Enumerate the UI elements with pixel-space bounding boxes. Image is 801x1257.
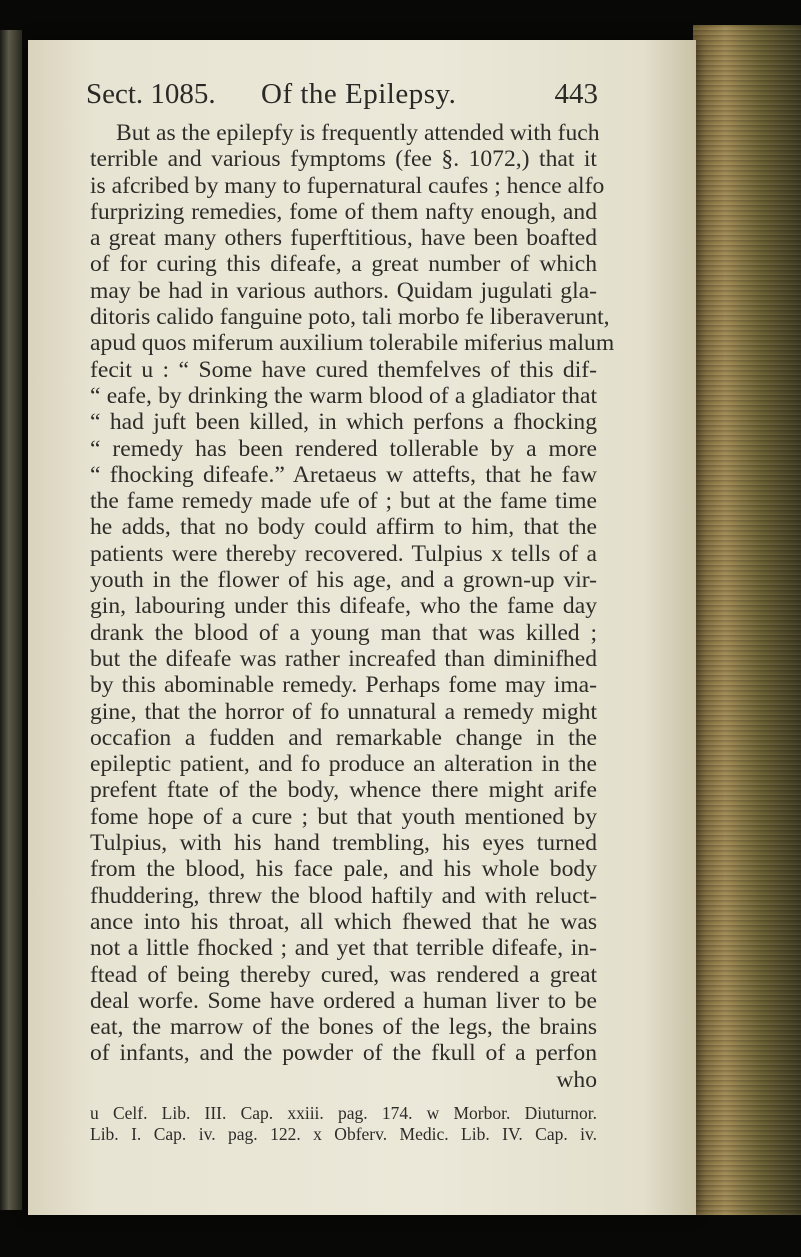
text-line: who (556, 1066, 597, 1093)
text-line: gine, that the horror of fo unnatural a remedy might (90, 698, 597, 725)
text-line: terrible and various fymptoms (fee §. 1072,) that it (90, 146, 597, 173)
text-line: but the difeafe was rather increafed than diminifhed (90, 645, 597, 672)
text-line: “ remedy has been rendered tollerable by a more (90, 435, 597, 462)
text-line: is afcribed by many to fupernatural caufes ; hence alfo (90, 172, 605, 199)
text-line: apud quos miferum auxilium tolerabile miferius malum (90, 330, 615, 357)
book-page-edges (693, 25, 801, 1215)
body-text (90, 120, 615, 1093)
page-number: 443 (554, 78, 598, 110)
text-line: ance into his throat, all which fhewed that he was (90, 908, 597, 935)
text-line: eat, the marrow of the bones of the legs, the brains (90, 1014, 597, 1041)
text-line: of for curing this difeafe, a great number of which (90, 251, 597, 278)
chapter-title: Of the Epilepsy. (261, 78, 457, 110)
text-line: fhuddering, threw the blood haftily and with reluct- (90, 882, 597, 909)
text-line: he adds, that no body could affirm to him, that the (90, 514, 597, 541)
text-line: epileptic patient, and fo produce an alteration in the (90, 751, 597, 778)
section-number: Sect. 1085. (86, 78, 216, 110)
text-line: furprizing remedies, fome of them nafty enough, and (90, 198, 597, 225)
text-line: fome hope of a cure ; but that youth mentioned by (90, 803, 597, 830)
footnote-line: Lib. I. Cap. iv. pag. 122. x Obferv. Medic. Lib. IV. Cap. iv. (90, 1124, 597, 1144)
text-line: gin, labouring under this difeafe, who the fame day (90, 593, 597, 620)
text-line: patients were thereby recovered. Tulpius x tells of a (90, 540, 597, 567)
text-line: Tulpius, with his hand trembling, his eyes turned (90, 830, 597, 857)
text-line: ditoris calido fanguine poto, tali morbo fe liberaverunt, (90, 304, 610, 331)
text-line: may be had in various authors. Quidam jugulati gla- (90, 277, 597, 304)
running-header (86, 78, 598, 114)
footnotes (90, 1103, 597, 1145)
text-line: But as the epilepfy is frequently attended with fuch (116, 120, 600, 146)
text-line: “ fhocking difeafe.” Aretaeus w attefts, that he faw (90, 461, 597, 488)
text-line: youth in the flower of his age, and a grown-up vir- (90, 567, 597, 594)
text-line: a great many others fuperftitious, have been boafted (90, 225, 597, 252)
text-line: fecit u : “ Some have cured themfelves of this dif- (90, 356, 597, 383)
footnote-line: u Celf. Lib. III. Cap. xxiii. pag. 174. w Morbor. Diuturnor. (90, 1103, 597, 1123)
text-line: of infants, and the powder of the fkull of a perfon (90, 1040, 597, 1067)
text-line: occafion a fudden and remarkable change in the (90, 724, 597, 751)
text-line: “ had juft been killed, in which perfons a fhocking (90, 409, 597, 436)
text-line: by this abominable remedy. Perhaps fome may ima- (90, 672, 597, 699)
text-line: from the blood, his face pale, and his whole body (90, 856, 597, 883)
text-line: not a little fhocked ; and yet that terrible difeafe, in- (90, 935, 597, 962)
text-line: deal worfe. Some have ordered a human liver to be (90, 987, 597, 1014)
scan-edge-left (0, 30, 22, 1210)
text-line: ftead of being thereby cured, was rendered a great (90, 961, 597, 988)
text-line: prefent ftate of the body, whence there might arife (90, 777, 597, 804)
text-line: “ eafe, by drinking the warm blood of a gladiator that (90, 382, 597, 409)
text-line: the fame remedy made ufe of ; but at the fame time (90, 488, 597, 515)
text-line: drank the blood of a young man that was killed ; (90, 619, 597, 646)
